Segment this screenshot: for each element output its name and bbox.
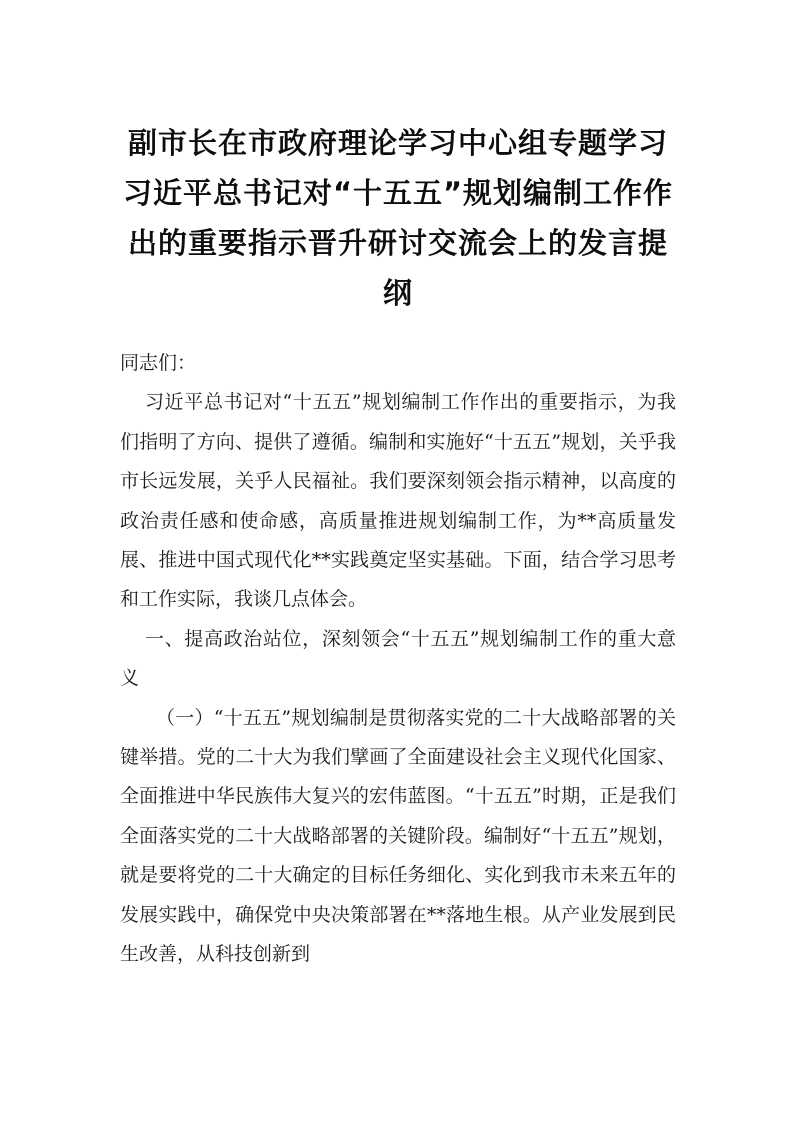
document-body bbox=[120, 344, 676, 975]
intro-paragraph: 习近平总书记对“十五五”规划编制工作作出的重要指示，为我们指明了方向、提供了遵循。编制和实施好“十五五”规划，关乎我市长远发展，关乎人民福祉。我们要深刻领会指示精神，以高度的政治责任感和使命感，高质量推进规划编制工作，为**高质量发展、推进中国式现代化**实践奠定坚实基础。下面，结合学习思考和工作实际，我谈几点体会。 bbox=[120, 391, 676, 611]
section-heading-1: 一、提高政治站位，深刻领会“十五五”规划编制工作的重大意义 bbox=[120, 627, 676, 690]
document-title: 副市长在市政府理论学习中心组专题学习习近平总书记对“十五五”规划编制工作作出的重要指示晋升研讨交流会上的发言提纲 bbox=[122, 126, 674, 310]
subsection-paragraph-1: （一）“十五五”规划编制是贯彻落实党的二十大战略部署的关键举措。党的二十大为我们擘画了全面建设社会主义现代化国家、全面推进中华民族伟大复兴的宏伟蓝图。“十五五”时期，正是我们全面落实党的二十大战略部署的关键阶段。编制好“十五五”规划，就是要将党的二十大确定的目标任务细化、实化到我市未来五年的发展实践中，确保党中央决策部署在**落地生根。从产业发展到民生改善，从科技创新到 bbox=[120, 706, 676, 966]
salutation: 同志们： bbox=[120, 352, 197, 374]
